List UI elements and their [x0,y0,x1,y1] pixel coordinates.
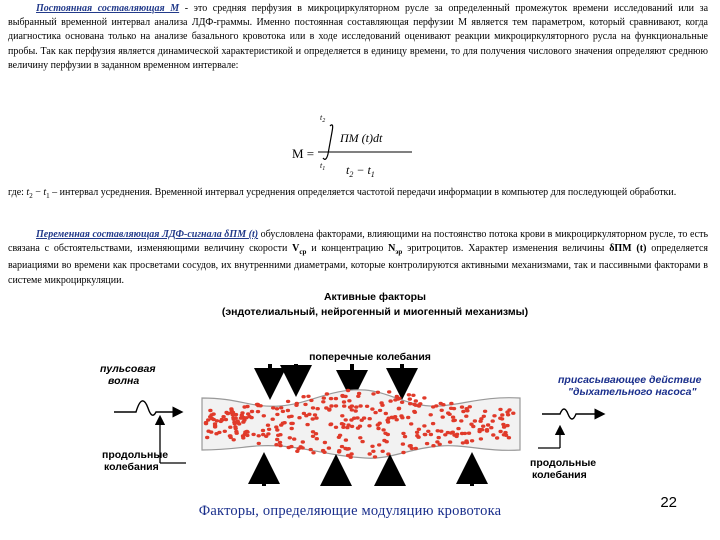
red-blood-cell [334,397,338,400]
red-blood-cell [261,429,265,432]
red-blood-cell [346,389,350,392]
left-longitudinal-line1: продольные [102,449,169,461]
red-blood-cell [209,430,213,433]
var-n: N [388,243,396,255]
red-blood-cell [301,440,305,443]
var-t2-sub: 2 [29,192,33,200]
red-blood-cell [214,432,218,435]
red-blood-cell [498,430,502,433]
red-blood-cell [329,422,333,425]
red-blood-cell [245,430,249,433]
red-blood-cell [256,403,260,406]
red-blood-cell [347,399,351,402]
var-t1: t [43,187,47,198]
red-blood-cell [376,427,380,430]
red-blood-cell [415,431,419,434]
red-blood-cell [443,433,447,436]
red-blood-cell [502,425,506,428]
red-blood-cell [368,452,372,455]
red-blood-cell [467,432,471,435]
red-blood-cell [266,424,270,427]
red-blood-cell [209,413,213,416]
red-blood-cell [261,433,265,436]
red-blood-cell [459,419,463,422]
red-blood-cell [408,444,412,447]
red-blood-cell [461,441,465,444]
active-factors-subtitle: (эндотелиальный, нейрогенный и миогенный механизмы) [221,306,529,318]
red-blood-cell [327,408,331,411]
red-blood-cell [354,409,358,412]
red-blood-cell [247,415,251,418]
red-blood-cell [451,419,455,422]
red-blood-cell [275,438,279,441]
red-blood-cell [311,406,315,409]
red-blood-cell [289,422,293,425]
red-blood-cell [461,410,465,413]
transverse-oscillations-label: поперечные колебания [309,351,431,363]
red-blood-cell [395,418,399,421]
red-blood-cell [221,415,225,418]
red-blood-cell [347,447,351,450]
var-t1-sub: 1 [46,192,50,200]
red-blood-cell [275,428,279,431]
red-blood-cell [384,412,388,415]
red-blood-cell [274,425,278,428]
red-blood-cell [367,424,371,427]
red-blood-cell [274,443,278,446]
red-blood-cell [278,444,282,447]
paragraph3-text3: эритроцитов. Характер изменения величины [402,243,610,255]
red-blood-cell [371,450,375,453]
red-blood-cell [423,433,427,436]
red-blood-cell [456,427,460,430]
term-variable-component: Переменная составляющая ЛДФ-сигнала δПМ (t) [36,229,259,240]
right-longitudinal-line2: колебания [532,469,587,481]
red-blood-cell [356,395,360,398]
red-blood-cell [325,392,329,395]
red-blood-cell [408,397,412,400]
red-blood-cell [417,428,421,431]
red-blood-cell [452,433,456,436]
red-blood-cell [371,392,375,395]
red-blood-cell [349,452,353,455]
red-blood-cell [507,436,511,439]
red-blood-cell [489,426,493,429]
red-blood-cell [358,425,362,428]
red-blood-cell [290,427,294,430]
red-blood-cell [436,429,440,432]
blood-flow-modulation-diagram [90,288,702,498]
red-blood-cell [316,407,320,410]
red-blood-cell [400,401,404,404]
red-blood-cell [314,432,318,435]
red-blood-cell [350,425,354,428]
red-blood-cell [381,428,385,431]
red-blood-cell [393,398,397,401]
red-blood-cell [321,449,325,452]
red-blood-cell [469,423,473,426]
formula-integrand: ПМ (t)dt [340,131,383,145]
red-blood-cell [358,404,362,407]
red-blood-cell [479,417,483,420]
paragraph1-text: - это средняя перфузия в микроциркуляторном русле за определенный промежуток времени исследований или за выбранный временной интервал анализа ЛДФ-граммы. Именно постоянная составляющая перфузии M является тем параметром, который сравнивают, когда диагностика основана только на анализе базального кровотока или в ходе исследований оценивают реакции микроциркуляторного русла на функциональные пробы. Так как перфузия является динамической характеристикой и определяется в единицу времени, то для получения числового значения определяют среднюю величину перфузии в заданном временном интервале: [8,3,709,71]
red-blood-cell [491,433,495,436]
red-blood-cell [357,392,361,395]
red-blood-cell [406,416,410,419]
red-blood-cell [289,445,293,448]
red-blood-cell [395,395,399,398]
red-blood-cell [431,444,435,447]
red-blood-cell [422,396,426,399]
red-blood-cell [349,418,353,421]
red-blood-cell [376,423,380,426]
red-blood-cell [271,406,275,409]
red-blood-cell [329,397,333,400]
red-blood-cell [234,413,238,416]
red-blood-cell [382,439,386,442]
red-blood-cell [441,403,445,406]
formula-lower-limit: $t_1$ [320,161,326,172]
red-blood-cell [278,441,282,444]
red-blood-cell [381,450,385,453]
formula-upper-limit: $t_2$ [320,113,326,124]
red-blood-cell [355,416,359,419]
red-blood-cell [242,405,246,408]
red-blood-cell [205,436,209,439]
red-blood-cell [309,399,313,402]
red-blood-cell [397,407,401,410]
paragraph-variable-component [8,228,708,288]
red-blood-cell [426,430,430,433]
red-blood-cell [281,410,285,413]
red-blood-cell [235,432,239,435]
red-blood-cell [234,427,238,430]
red-blood-cell [388,399,392,402]
suction-label-line1: присасывающее действие [558,374,702,386]
red-blood-cell [305,423,309,426]
red-blood-cell [294,404,298,407]
red-blood-cell [451,416,455,419]
suction-label-line2: "дыхательного насоса" [568,386,697,398]
red-blood-cell [327,446,331,449]
red-blood-cell [208,409,212,412]
red-blood-cell [344,438,348,441]
delta-pm-term: δПМ (t) [609,243,647,255]
red-blood-cell [313,413,317,416]
red-blood-cell [491,419,495,422]
red-blood-cell [302,412,306,415]
red-blood-cell [449,402,453,405]
red-blood-cell [232,438,236,441]
red-blood-cell [286,400,290,403]
red-blood-cell [342,400,346,403]
red-blood-cell [414,447,418,450]
red-blood-cell [500,413,504,416]
red-blood-cell [240,411,244,414]
red-blood-cell [301,395,305,398]
suction-arrow [542,409,600,419]
red-blood-cell [465,407,469,410]
red-blood-cell [408,402,412,405]
paragraph3-text2: и концентрацию [306,243,389,255]
red-blood-cell [452,407,456,410]
red-blood-cell [378,409,382,412]
red-blood-cell [250,410,254,413]
red-blood-cell [463,432,467,435]
red-blood-cell [478,428,482,431]
red-blood-cell [292,437,296,440]
red-blood-cell [387,390,391,393]
red-blood-cell [451,431,455,434]
red-blood-cell [262,414,266,417]
red-blood-cell [341,426,345,429]
red-blood-cell [279,406,283,409]
red-blood-cell [418,402,422,405]
red-blood-cell [334,426,338,429]
red-blood-cell [401,451,405,454]
red-blood-cell [271,418,275,421]
red-blood-cell [358,436,362,439]
red-blood-cell [234,416,238,419]
red-blood-cell [300,446,304,449]
red-blood-cell [311,451,315,454]
red-blood-cell [303,403,307,406]
red-blood-cell [323,441,327,444]
formula-denominator: $t_2 - t_1$ [346,163,375,179]
bottom-arrows [264,468,472,486]
red-blood-cell [413,411,417,414]
red-blood-cell [306,395,310,398]
pulse-wave-arrow [114,401,178,415]
red-blood-cell [233,422,237,425]
minus-sign: − [32,187,44,198]
red-blood-cell [341,395,345,398]
red-blood-cell [275,407,279,410]
red-blood-cell [481,425,485,428]
red-blood-cell [401,432,405,435]
red-blood-cell [329,404,333,407]
red-blood-cell [498,408,502,411]
red-blood-cell [307,413,311,416]
red-blood-cell [342,404,346,407]
red-blood-cell [485,429,489,432]
red-blood-cell [223,430,227,433]
red-blood-cell [464,415,468,418]
red-blood-cell [204,421,208,424]
red-blood-cell [322,396,326,399]
mean-perfusion-formula [290,110,430,182]
red-blood-cell [511,412,515,415]
red-blood-cell [370,445,374,448]
red-blood-cell [286,409,290,412]
red-blood-cell [289,415,293,418]
red-blood-cell [415,434,419,437]
red-blood-cell [506,413,510,416]
red-blood-cell [470,439,474,442]
red-blood-cell [257,442,261,445]
red-blood-cell [228,434,232,437]
red-blood-cell [275,413,279,416]
red-blood-cell [354,405,358,408]
red-blood-cell [340,414,344,417]
red-blood-cell [435,440,439,443]
paragraph3-text4: определяется вариациями во времени как просветами сосудов, их внутренними диаметрами, которые контролируются активными механизмами, так и пассивными факторами в системе микроциркуляции. [8,243,708,286]
red-blood-cell [220,418,224,421]
red-blood-cell [337,450,341,453]
red-blood-cell [486,423,490,426]
term-constant-component: Постоянная составляющая M [36,3,180,14]
red-blood-cell [393,415,397,418]
red-blood-cell [383,432,387,435]
red-blood-cell [498,417,502,420]
red-blood-cell [350,408,354,411]
red-blood-cell [360,440,364,443]
red-blood-cell [407,393,411,396]
paragraph-constant-component [8,2,708,73]
paragraph-interval [8,186,708,203]
red-blood-cell [212,418,216,421]
red-blood-cell [309,448,313,451]
red-blood-cell [297,416,301,419]
red-blood-cell [257,434,261,437]
red-blood-cell [431,422,435,425]
red-blood-cell [241,416,245,419]
integral-sign [323,125,333,159]
page-number: 22 [660,494,677,511]
red-blood-cell [368,417,372,420]
paragraph3-text1: обусловлена факторами, влияющими на постоянство потока крови в микроциркуляторном русле, то есть связана с обстоятельствами, изменяющими величину скорости [8,229,709,255]
red-blood-cell [267,428,271,431]
red-blood-cell [314,416,318,419]
red-blood-cell [349,456,353,459]
figure-caption: Факторы, определяющие модуляцию кровотока [198,503,502,519]
red-blood-cell [278,433,282,436]
formula-lhs: M = [292,146,315,161]
red-blood-cell [281,422,285,425]
red-blood-cell [224,411,228,414]
red-blood-cell [321,400,325,403]
red-blood-cell [295,450,299,453]
red-blood-cell [403,435,407,438]
var-v-sub: ср [299,248,307,257]
where-prefix: где: [8,187,27,198]
red-blood-cell [376,391,380,394]
red-blood-cell [425,442,429,445]
var-t2: t [26,187,30,198]
pulse-wave-label-line2: волна [108,375,140,387]
left-longitudinal-line2: колебания [104,461,159,473]
pulse-wave-label-line1: пульсовая [100,363,156,375]
top-arrows [270,364,402,386]
red-blood-cell [422,424,426,427]
red-blood-cell [370,407,374,410]
red-blood-cell [251,433,255,436]
red-blood-cell [448,440,452,443]
var-n-sub: эр [395,248,403,257]
red-blood-cell [224,418,228,421]
red-blood-cell [337,436,341,439]
red-blood-cell [311,417,315,420]
right-longitudinal-line1: продольные [530,457,597,469]
red-blood-cell [334,404,338,407]
red-blood-cell [479,437,483,440]
red-blood-cell [373,455,377,458]
red-blood-cell [365,405,369,408]
red-blood-cell [362,416,366,419]
red-blood-cell [344,418,348,421]
red-blood-cell [495,436,499,439]
red-blood-cell [429,413,433,416]
red-blood-cell [411,394,415,397]
paragraph2-text: – интервал усреднения. Временной интервал усреднения определяется частотой передачи информации в компьютер для последующей обработки. [49,187,677,198]
red-blood-cell [409,422,413,425]
red-blood-cell [340,422,344,425]
red-blood-cell [460,405,464,408]
red-blood-cell [245,434,249,437]
red-blood-cell [373,411,377,414]
red-blood-cell [386,452,390,455]
red-blood-cell [440,409,444,412]
red-blood-cell [431,405,435,408]
red-blood-cell [401,442,405,445]
red-blood-cell [473,419,477,422]
red-blood-cell [379,401,383,404]
active-factors-title: Активные факторы [323,291,427,303]
red-blood-cell [414,399,418,402]
red-blood-cell [429,433,433,436]
red-blood-cell [311,435,315,438]
red-blood-cell [377,443,381,446]
red-blood-cell [464,439,468,442]
red-blood-cell [228,426,232,429]
var-v: V [292,243,300,255]
red-blood-cell [441,415,445,418]
red-blood-cell [437,436,441,439]
red-blood-cell [288,436,292,439]
red-blood-cell [241,434,245,437]
red-blood-cell [400,416,404,419]
red-blood-cell [447,413,451,416]
red-blood-cell [492,414,496,417]
red-blood-cell [386,420,390,423]
red-blood-cell [315,437,319,440]
red-blood-cell [213,424,217,427]
red-blood-cell [256,410,260,413]
red-blood-cell [483,410,487,413]
